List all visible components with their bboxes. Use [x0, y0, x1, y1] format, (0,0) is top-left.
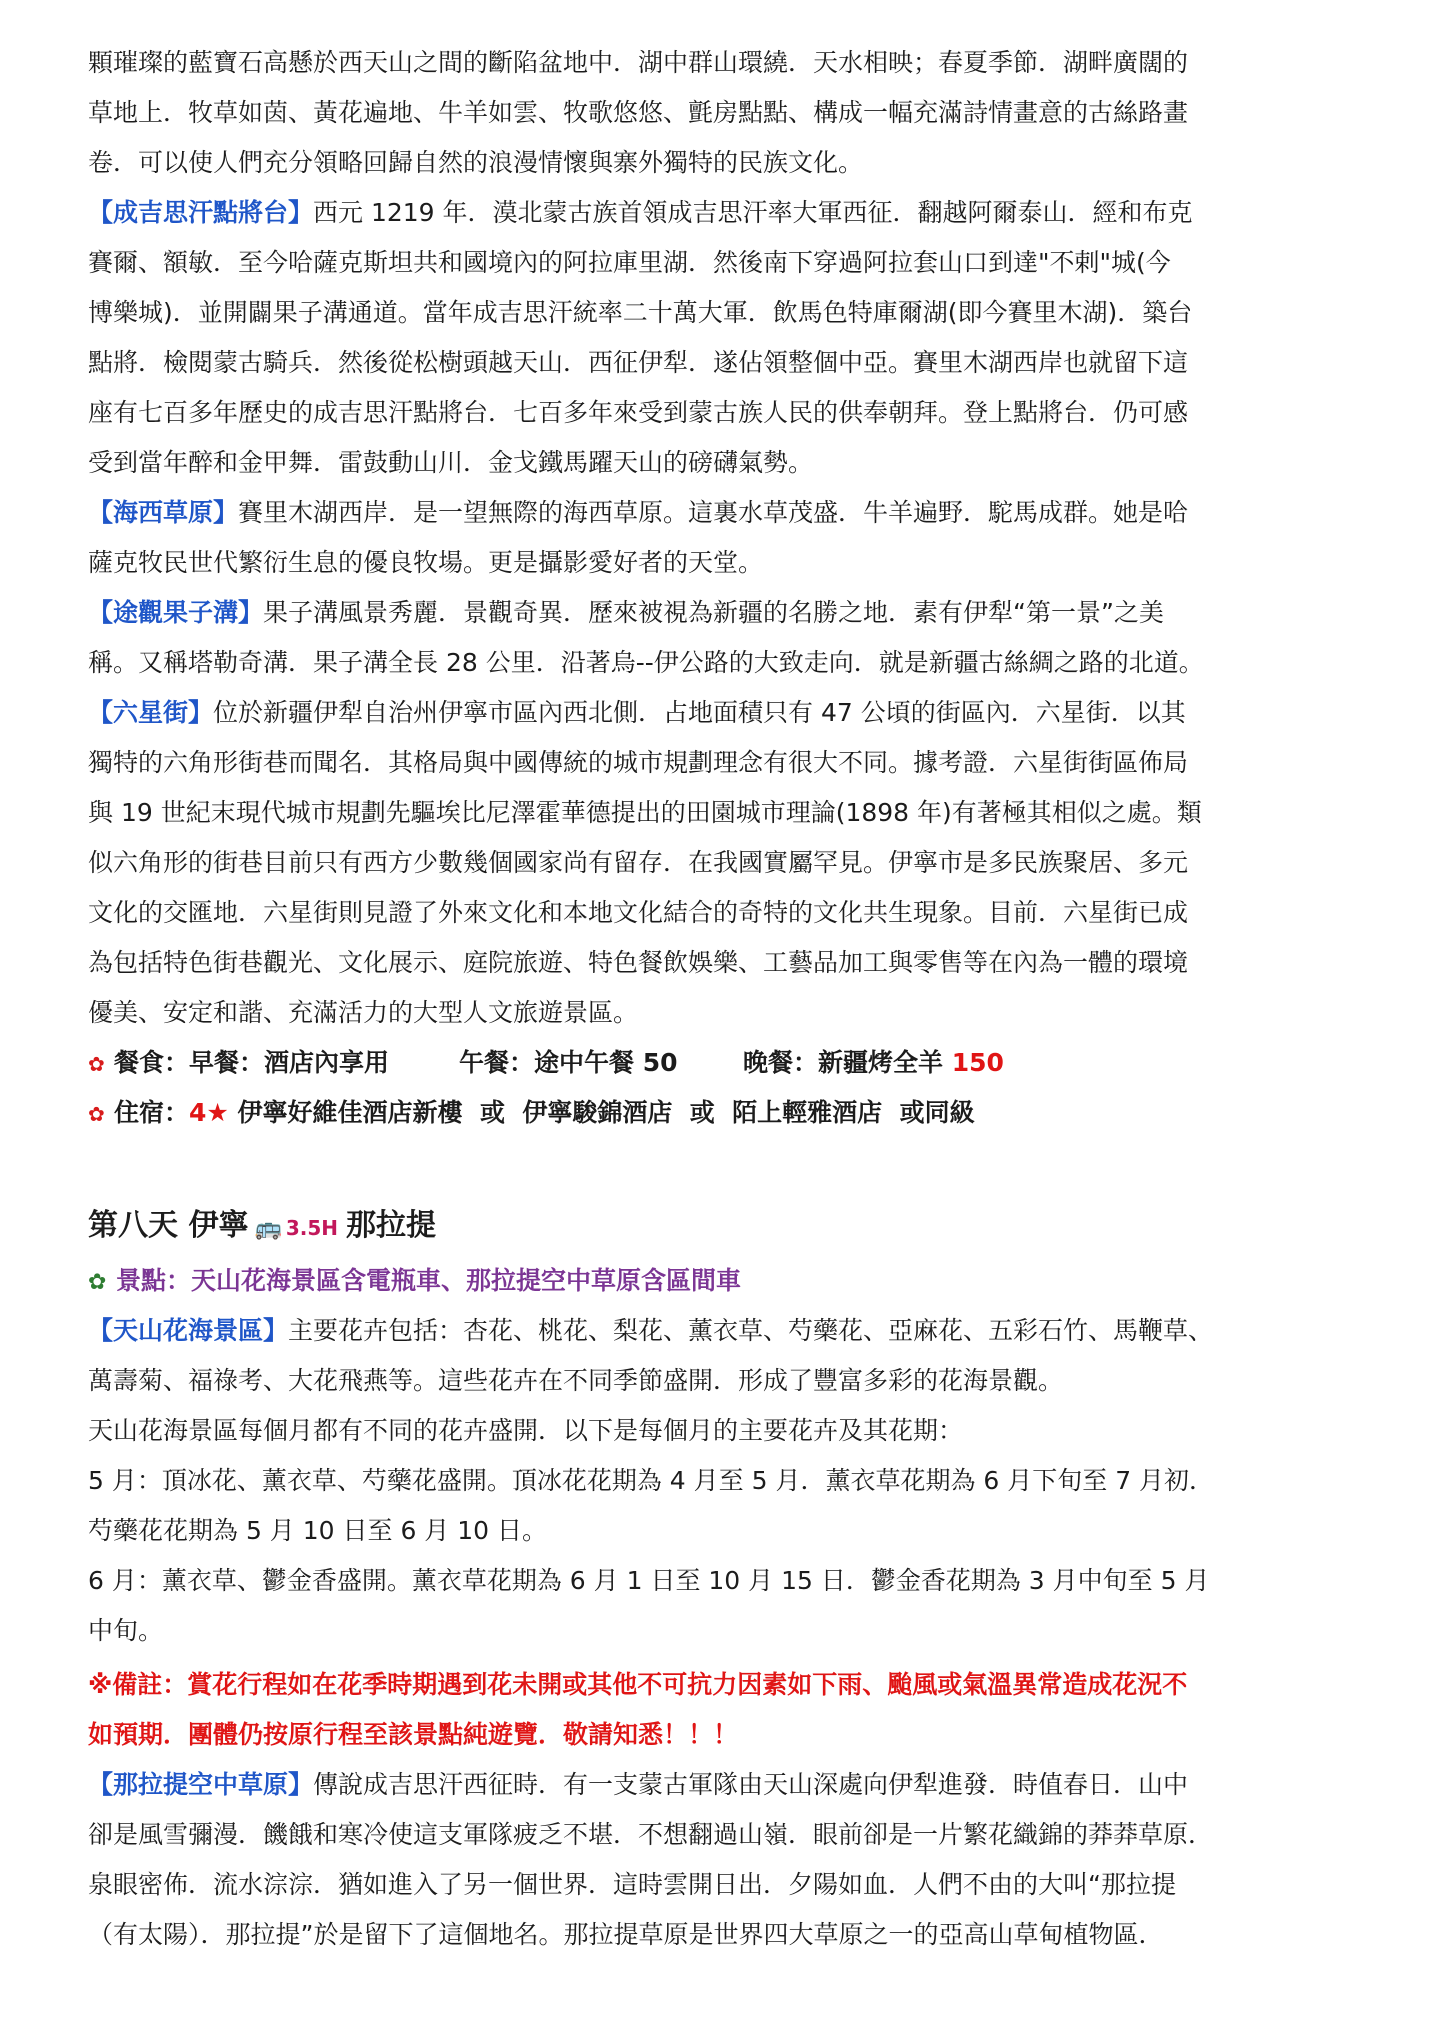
meals-line — [88, 1038, 1364, 1088]
remark-line: 如預期．團體仍按原行程至該景點純遊覽．敬請知悉！！！ — [88, 1720, 739, 1749]
lodging-line — [88, 1088, 1364, 1138]
paragraph-line: 卻是風雪彌漫．饑餓和寒冷使這支軍隊疲乏不堪．不想翻過山嶺．眼前卻是一片繁花織錦的莽莽草原． — [88, 1820, 1214, 1849]
lodging-label: 住宿： — [114, 1098, 190, 1127]
paragraph-line: 賽爾、額敏．至今哈薩克斯坦共和國境內的阿拉庫里湖．然後南下穿過阿拉套山口到達"不剌"城(今 — [88, 248, 1171, 277]
paragraph-line: 稱。又稱塔勒奇溝．果子溝全長 28 公里．沿著烏--伊公路的大致走向．就是新疆古絲綢之路的北道。 — [88, 648, 1204, 677]
meal-dinner-text: 晚餐：新疆烤全羊 — [743, 1048, 952, 1077]
section-huahai-line — [88, 1306, 1364, 1356]
paragraph-text: 西元 1219 年．漠北蒙古族首領成吉思汗率大軍西征．翻越阿爾泰山．經和布克 — [313, 198, 1193, 227]
section-guozigou-line — [88, 588, 1364, 638]
intro-line: 草地上．牧草如茵、黃花遍地、牛羊如雲、牧歌悠悠、氈房點點、構成一幅充滿詩情畫意的古絲路畫 — [88, 98, 1189, 127]
intro-line: 顆璀璨的藍寶石高懸於西天山之間的斷陷盆地中．湖中群山環繞．天水相映；春夏季節．湖畔廣闊的 — [88, 48, 1189, 77]
section-liuxing-line — [88, 688, 1364, 738]
paragraph-line: 優美、安定和諧、充滿活力的大型人文旅遊景區。 — [88, 998, 639, 1027]
document-page — [88, 38, 1364, 1960]
flower-icon: ✿ — [88, 1052, 105, 1076]
meal-dinner — [743, 1038, 1004, 1088]
paragraph-line: 為包括特色街巷觀光、文化展示、庭院旅遊、特色餐飲娛樂、工藝品加工與零售等在內為一體的環境 — [88, 948, 1189, 977]
bus-icon: 🚌 — [254, 1216, 282, 1241]
section-tag: 【天山花海景區】 — [88, 1316, 289, 1345]
paragraph-line: （有太陽）．那拉提”於是留下了這個地名。那拉提草原是世界四大草原之一的亞高山草甸植物區． — [88, 1920, 1164, 1949]
paragraph-text: 位於新疆伊犁自治州伊寧市區內西北側．占地面積只有 47 公頃的街區內．六星街．以其 — [213, 698, 1186, 727]
travel-duration: 3.5H — [285, 1216, 339, 1240]
day-title — [88, 1196, 1364, 1256]
flower-schedule-line: 天山花海景區每個月都有不同的花卉盛開．以下是每個月的主要花卉及其花期： — [88, 1416, 964, 1445]
section-tag: 【海西草原】 — [88, 498, 239, 527]
paragraph-text: 傳說成吉思汗西征時．有一支蒙古軍隊由天山深處向伊犁進發．時值春日．山中 — [313, 1770, 1189, 1799]
section-tag: 【六星街】 — [88, 698, 214, 727]
paragraph-line: 博樂城)．並開闢果子溝通道。當年成吉思汗統率二十萬大軍．飲馬色特庫爾湖(即今賽里木湖)．築台 — [88, 298, 1193, 327]
flower-schedule-line: 中旬。 — [88, 1616, 164, 1645]
paragraph-text: 主要花卉包括：杏花、桃花、梨花、薰衣草、芍藥花、亞麻花、五彩石竹、馬鞭草、 — [288, 1316, 1214, 1345]
paragraph-line: 似六角形的街巷目前只有西方少數幾個國家尚有留存．在我國實屬罕見。伊寧市是多民族聚居、多元 — [88, 848, 1189, 877]
section-nalati-line — [88, 1760, 1364, 1810]
flower-schedule-line: 6 月：薰衣草、鬱金香盛開。薰衣草花期為 6 月 1 日至 10 月 15 日．鬱金香花期為 3 月中旬至 5 月 — [88, 1566, 1210, 1595]
spacer — [88, 1138, 1364, 1184]
hotel-list: 伊寧好維佳酒店新樓 或 伊寧駿錦酒店 或 陌上輕雅酒店 或同級 — [228, 1098, 975, 1127]
section-haixi-line — [88, 488, 1364, 538]
paragraph-line: 受到當年醉和金甲舞．雷鼓動山川．金戈鐵馬躍天山的磅礴氣勢。 — [88, 448, 814, 477]
paragraph-line: 文化的交匯地．六星街則見證了外來文化和本地文化結合的奇特的文化共生現象。目前．六星街已成 — [88, 898, 1189, 927]
meals-label: 餐食： — [114, 1048, 190, 1077]
attractions-text: 景點：天山花海景區含電瓶車、那拉提空中草原含區間車 — [116, 1266, 742, 1295]
meal-breakfast: 早餐：酒店內享用 — [189, 1048, 390, 1077]
meal-dinner-price: 150 — [951, 1048, 1004, 1077]
paragraph-line: 點將．檢閱蒙古騎兵．然後從松樹頭越天山．西征伊犁．遂佔領整個中亞。賽里木湖西岸也就留下這 — [88, 348, 1189, 377]
day-title-suffix: 那拉提 — [346, 1208, 437, 1243]
flower-schedule-line: 5 月：頂冰花、薰衣草、芍藥花盛開。頂冰花花期為 4 月至 5 月．薰衣草花期為 6 月下旬至 7 月初． — [88, 1466, 1215, 1495]
hotel-stars: 4★ — [189, 1098, 229, 1127]
section-genghis-line — [88, 188, 1364, 238]
paragraph-line: 與 19 世紀末現代城市規劃先驅埃比尼澤霍華德提出的田園城市理論(1898 年)有著極其相似之處。類 — [88, 798, 1202, 827]
section-tag: 【成吉思汗點將台】 — [88, 198, 314, 227]
attractions-line — [88, 1256, 1364, 1306]
paragraph-line: 座有七百多年歷史的成吉思汗點將台．七百多年來受到蒙古族人民的供奉朝拜。登上點將台．仍可感 — [88, 398, 1189, 427]
paragraph-line: 薩克牧民世代繁衍生息的優良牧場。更是攝影愛好者的天堂。 — [88, 548, 764, 577]
paragraph-text: 賽里木湖西岸．是一望無際的海西草原。這裏水草茂盛．牛羊遍野．駝馬成群。她是哈 — [238, 498, 1189, 527]
paragraph-text: 果子溝風景秀麗．景觀奇異．歷來被視為新疆的名勝之地．素有伊犁“第一景”之美 — [263, 598, 1164, 627]
flower-icon: ✿ — [88, 1102, 105, 1126]
section-tag: 【途觀果子溝】 — [88, 598, 264, 627]
intro-line: 卷．可以使人們充分領略回歸自然的浪漫情懷與寨外獨特的民族文化。 — [88, 148, 864, 177]
remark-line: ※備註：賞花行程如在花季時期遇到花未開或其他不可抗力因素如下雨、颱風或氣溫異常造成花況不 — [88, 1670, 1188, 1699]
paragraph-line: 萬壽菊、福祿考、大花飛燕等。這些花卉在不同季節盛開．形成了豐富多彩的花海景觀。 — [88, 1366, 1064, 1395]
paragraph-line: 泉眼密佈．流水淙淙．猶如進入了另一個世界．這時雲開日出．夕陽如血．人們不由的大叫“那拉提 — [88, 1870, 1176, 1899]
day-title-prefix: 第八天 伊寧 — [88, 1208, 249, 1243]
paragraph-line: 獨特的六角形街巷而聞名．其格局與中國傳統的城市規劃理念有很大不同。據考證．六星街街區佈局 — [88, 748, 1189, 777]
section-tag: 【那拉提空中草原】 — [88, 1770, 314, 1799]
meal-lunch: 午餐：途中午餐 50 — [459, 1048, 678, 1077]
flower-schedule-line: 芍藥花花期為 5 月 10 日至 6 月 10 日。 — [88, 1516, 548, 1545]
flower-icon: ✿ — [88, 1270, 107, 1295]
